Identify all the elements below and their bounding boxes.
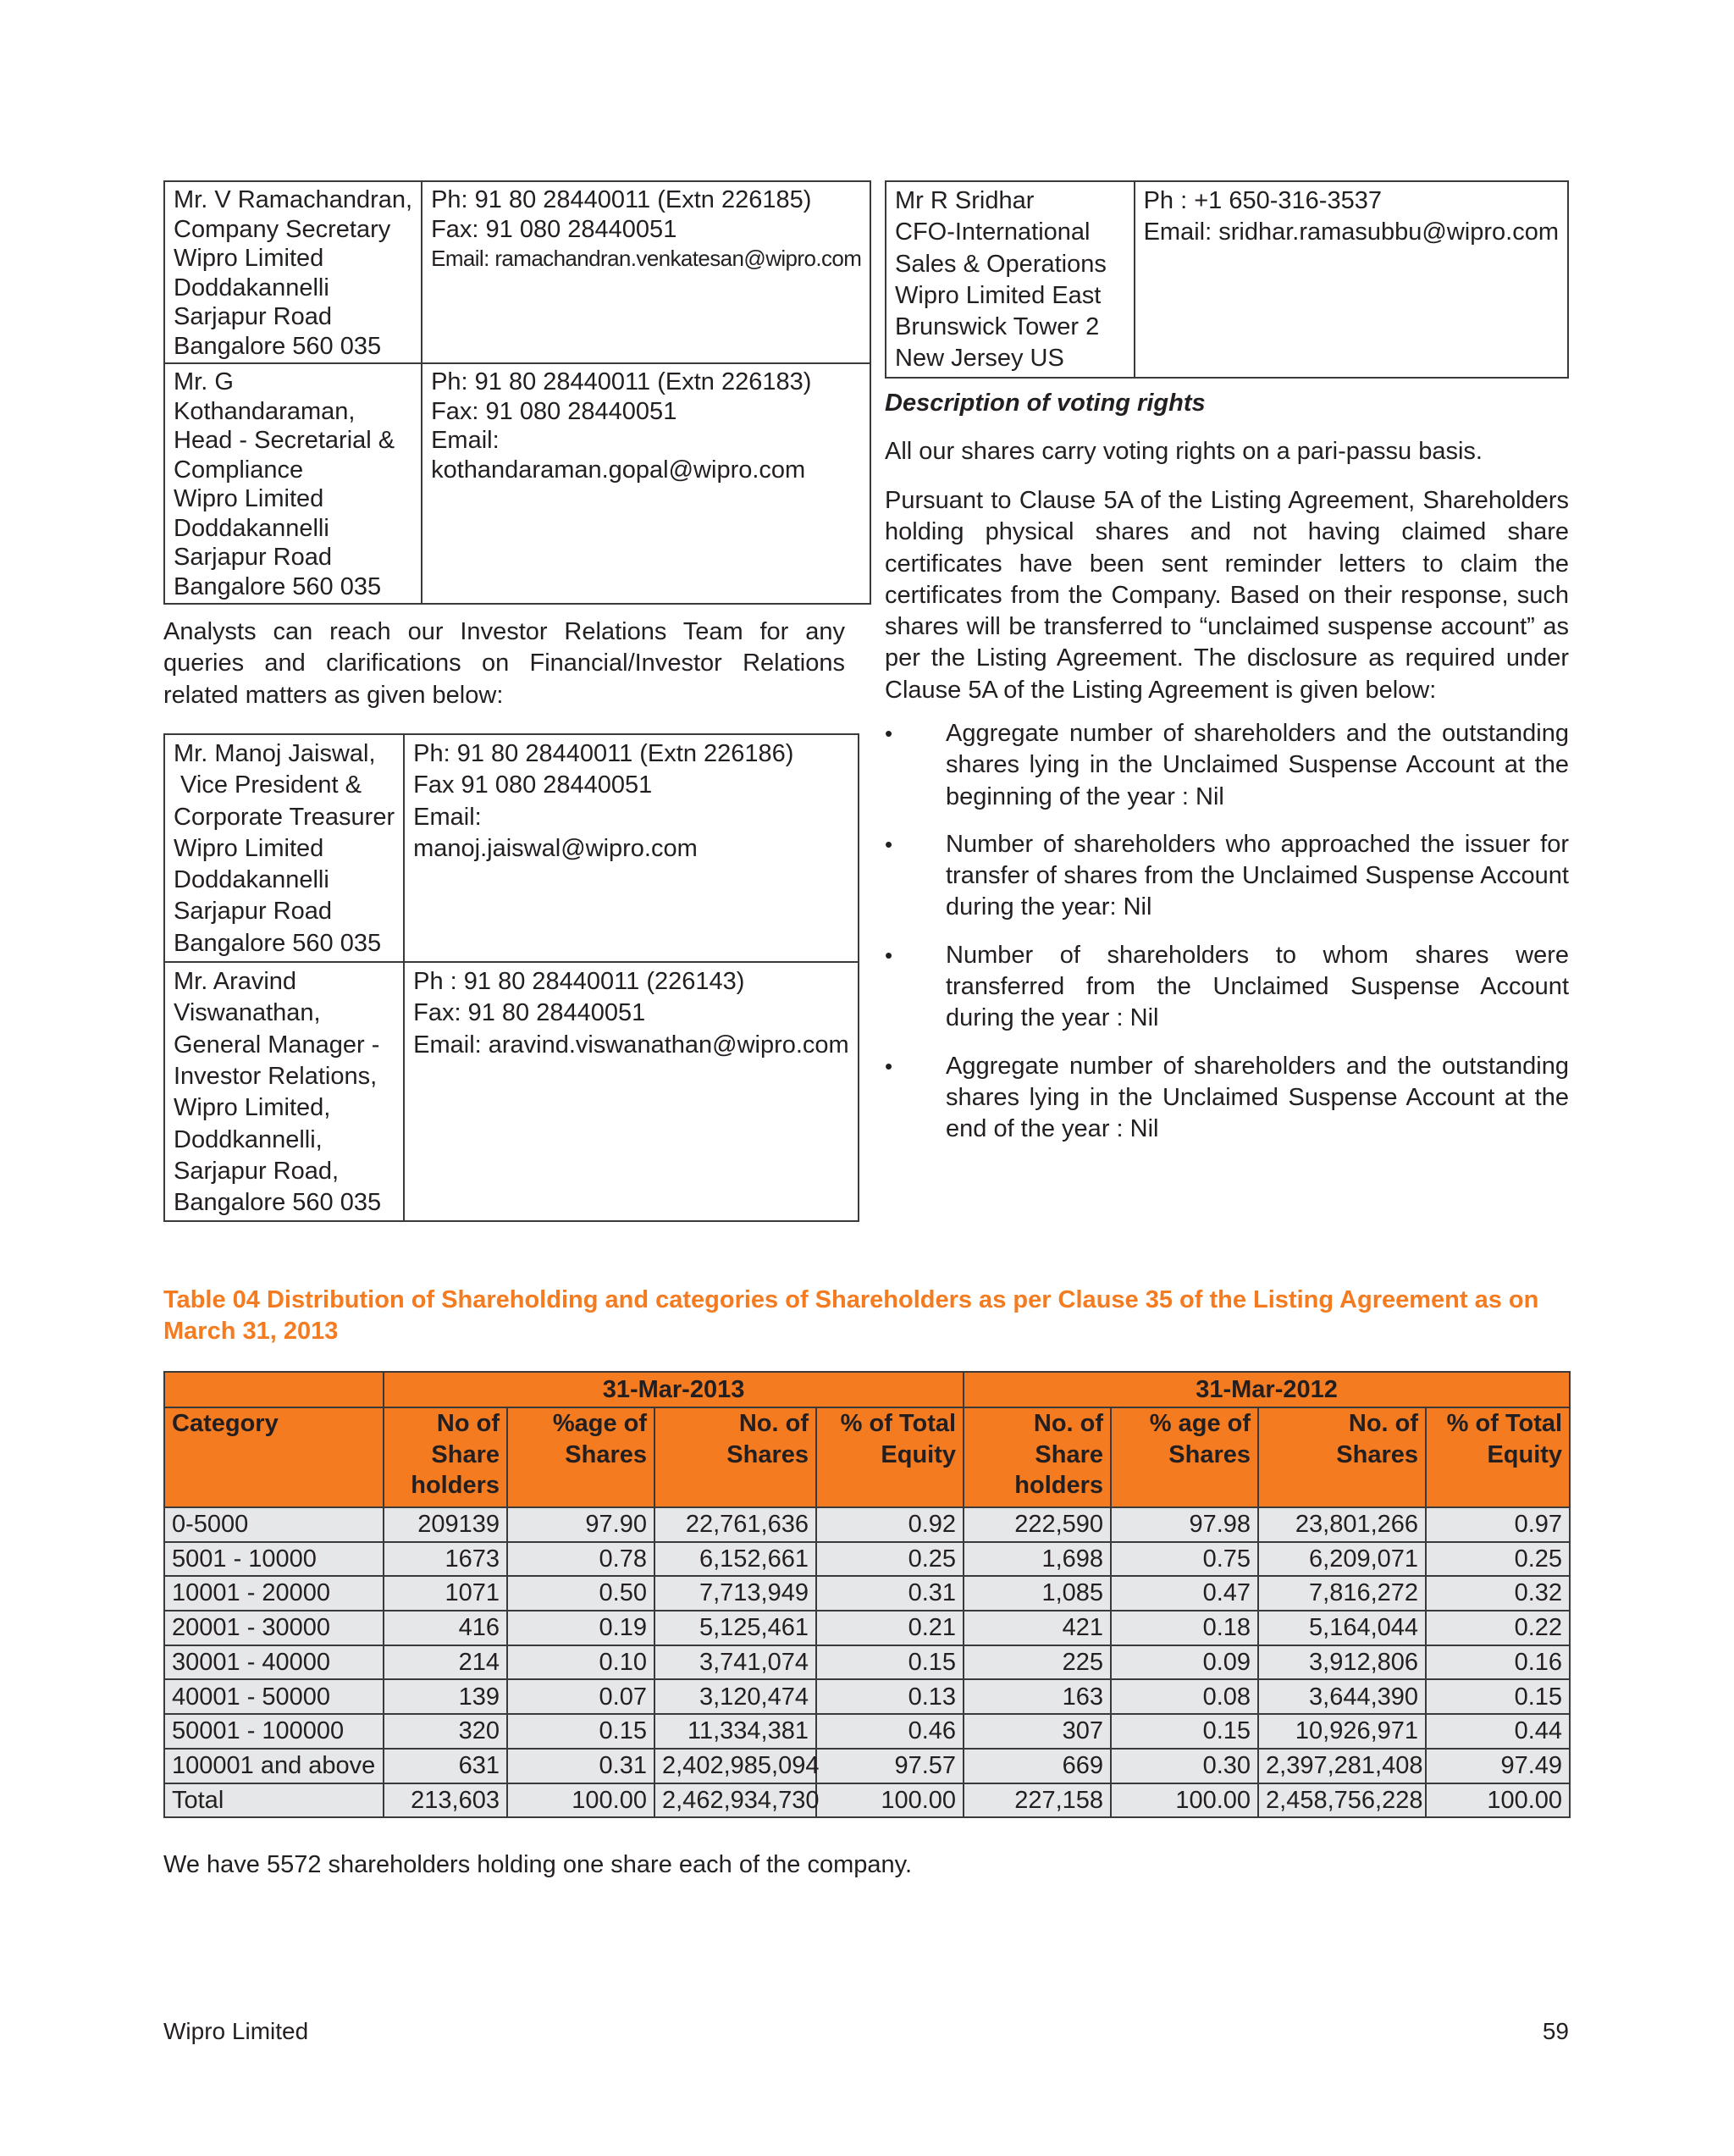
table-cell: 100.00 [1111, 1783, 1258, 1818]
contact-table-cfo-international [885, 180, 1569, 379]
contact-name-line: Wipro Limited, [174, 1094, 331, 1122]
list-item-text: Number of shareholders who approached the issuer for transfer of shares from the Unclaimed Suspense Account during the year: Nil [946, 830, 1569, 921]
table-cell: 0.13 [816, 1679, 964, 1714]
voting-rights-heading: Description of voting rights [885, 390, 1206, 417]
table-cell: 669 [964, 1749, 1111, 1783]
table-cell: 225 [964, 1645, 1111, 1680]
table-cell-category: 10001 - 20000 [164, 1576, 384, 1611]
table-cell: 421 [964, 1611, 1111, 1645]
table-cell: 631 [384, 1749, 507, 1783]
contact-name-line: Viswanathan, [174, 999, 321, 1027]
table-cell: 2,402,985,094 [654, 1749, 816, 1783]
bullet-icon: • [885, 942, 893, 968]
table-cell: 1673 [384, 1542, 507, 1577]
shareholding-distribution-table [163, 1371, 1571, 1818]
contact-name-line: Sarjapur Road [174, 544, 332, 571]
contact-name-line: Brunswick Tower 2 [895, 313, 1100, 341]
table-header-row [164, 1407, 1570, 1507]
table-cell-category: 5001 - 10000 [164, 1542, 384, 1577]
table-cell: 0.15 [507, 1714, 654, 1749]
table-cell: 3,120,474 [654, 1679, 816, 1714]
table-cell: 163 [964, 1679, 1111, 1714]
contact-fax: Fax: 91 080 28440051 [431, 215, 677, 243]
table-header: No of Share holders [384, 1407, 507, 1507]
table-header: % of Total Equity [816, 1407, 964, 1507]
table-cell: 0.32 [1426, 1576, 1570, 1611]
table-cell: 0.47 [1111, 1576, 1258, 1611]
table-cell-category: 50001 - 100000 [164, 1714, 384, 1749]
table-cell: 214 [384, 1645, 507, 1680]
contact-details-cell [1135, 181, 1568, 378]
analysts-paragraph: Analysts can reach our Investor Relations Team for any queries and clarifications on Financial/Investor Relations related matters as given below: [163, 618, 845, 709]
table-cell: 1071 [384, 1576, 507, 1611]
contact-email: Email: sridhar.ramasubbu@wipro.com [1143, 218, 1559, 246]
table-cell-category: 40001 - 50000 [164, 1679, 384, 1714]
table-row [164, 1507, 1570, 1542]
table-cell: 0.10 [507, 1645, 654, 1680]
contact-row [164, 181, 870, 363]
contact-name-line: CFO-International [895, 218, 1091, 246]
contact-name-line: Compliance [174, 456, 304, 484]
table-cell: 0.31 [816, 1576, 964, 1611]
list-item-text: Aggregate number of shareholders and the outstanding shares lying in the Unclaimed Suspense Account at the beginning of the year : Nil [946, 720, 1569, 810]
contact-name-line: Doddkannelli, [174, 1125, 323, 1153]
table-cell: 0.21 [816, 1611, 964, 1645]
contact-phone: Ph: 91 80 28440011 (Extn 226186) [413, 740, 794, 767]
table-row [164, 1542, 1570, 1577]
contact-details-cell [422, 181, 870, 363]
contact-name-line: Corporate Treasurer [174, 803, 395, 831]
table-cell: 97.90 [507, 1507, 654, 1542]
contact-email: Email: ramachandran.venkatesan@wipro.com [431, 246, 862, 271]
contact-name-line: Bangalore 560 035 [174, 929, 382, 957]
table-cell: 6,152,661 [654, 1542, 816, 1577]
table-cell: 1,085 [964, 1576, 1111, 1611]
table-cell: 97.98 [1111, 1507, 1258, 1542]
contact-name-cell [886, 181, 1135, 378]
contact-name-line: Sarjapur Road [174, 303, 332, 330]
table-cell: 23,801,266 [1258, 1507, 1426, 1542]
table-cell: 7,713,949 [654, 1576, 816, 1611]
table-cell-category: 100001 and above [164, 1749, 384, 1783]
bullet-icon: • [885, 1053, 893, 1079]
list-item [885, 718, 1569, 813]
table-cell: 3,644,390 [1258, 1679, 1426, 1714]
table-row [164, 1645, 1570, 1680]
table-header: No. of Shares [654, 1407, 816, 1507]
table-cell: 0.31 [507, 1749, 654, 1783]
contact-email-label: Email: [413, 803, 482, 831]
contact-phone: Ph: 91 80 28440011 (Extn 226185) [431, 186, 812, 213]
table-cell: 2,462,934,730 [654, 1783, 816, 1818]
contact-name-line: Sarjapur Road [174, 898, 332, 926]
list-item-text: Number of shareholders to whom shares were transferred from the Unclaimed Suspense Account during the year : Nil [946, 941, 1569, 1032]
contact-name-line: Doddakannelli [174, 274, 329, 301]
contact-name-line: Wipro Limited East [895, 281, 1102, 309]
table-cell: 1,698 [964, 1542, 1111, 1577]
table-cell: 0.50 [507, 1576, 654, 1611]
table-cell: 0.22 [1426, 1611, 1570, 1645]
table-cell: 3,912,806 [1258, 1645, 1426, 1680]
suspense-account-list [885, 718, 1569, 1162]
contact-table-secretarial [163, 180, 871, 605]
table-cell: 0.78 [507, 1542, 654, 1577]
table-cell: 11,334,381 [654, 1714, 816, 1749]
contact-name-line: Kothandaraman, [174, 397, 356, 425]
bullet-icon: • [885, 721, 893, 746]
table-header: % age of Shares [1111, 1407, 1258, 1507]
table-group-header-row [164, 1372, 1570, 1407]
contact-name-line: Mr. Aravind [174, 968, 297, 996]
table-cell: 0.25 [816, 1542, 964, 1577]
contact-name-line: Bangalore 560 035 [174, 332, 382, 360]
contact-name-cell [164, 363, 422, 604]
table-row [164, 1714, 1570, 1749]
contact-row [164, 363, 870, 604]
contact-fax: Fax 91 080 28440051 [413, 771, 653, 799]
table-cell: 307 [964, 1714, 1111, 1749]
table-cell: 416 [384, 1611, 507, 1645]
contact-email: kothandaraman.gopal@wipro.com [431, 456, 806, 484]
table-cell-category: 20001 - 30000 [164, 1611, 384, 1645]
table-cell: 22,761,636 [654, 1507, 816, 1542]
table-cell: 0.30 [1111, 1749, 1258, 1783]
table-header-blank [164, 1372, 384, 1407]
table-row [164, 1576, 1570, 1611]
table-cell: 227,158 [964, 1783, 1111, 1818]
table-header: %age of Shares [507, 1407, 654, 1507]
table-header: No. of Share holders [964, 1407, 1111, 1507]
table-cell: 0.46 [816, 1714, 964, 1749]
list-item [885, 1051, 1569, 1146]
table-cell: 0.16 [1426, 1645, 1570, 1680]
contact-name-line: Sales & Operations [895, 250, 1107, 278]
table-cell: 100.00 [507, 1783, 654, 1818]
contact-name-line: Head - Secretarial & [174, 427, 395, 454]
contact-name-line: Doddakannelli [174, 514, 329, 542]
table-cell: 0.08 [1111, 1679, 1258, 1714]
contact-row [164, 734, 859, 962]
contact-name-line: Doddakannelli [174, 866, 329, 894]
contact-name-cell [164, 181, 422, 363]
contact-name-line: Investor Relations, [174, 1062, 378, 1090]
contact-name-line: Mr. Manoj Jaiswal, [174, 740, 376, 767]
contact-row [886, 181, 1568, 378]
contact-name-line: Vice President & [174, 771, 362, 799]
table-group-header: 31-Mar-2013 [384, 1372, 964, 1407]
table-cell: 0.09 [1111, 1645, 1258, 1680]
table-cell: 0.97 [1426, 1507, 1570, 1542]
table-cell: 97.49 [1426, 1749, 1570, 1783]
list-item [885, 940, 1569, 1035]
table-cell: 0.15 [1426, 1679, 1570, 1714]
table-header: Category [164, 1407, 384, 1507]
table-cell: 5,164,044 [1258, 1611, 1426, 1645]
table-row [164, 1611, 1570, 1645]
contact-name-line: Bangalore 560 035 [174, 572, 382, 600]
table-cell: 100.00 [816, 1783, 964, 1818]
table-cell: 213,603 [384, 1783, 507, 1818]
table-cell: 0.44 [1426, 1714, 1570, 1749]
contact-details-cell [422, 363, 870, 604]
contact-name-cell [164, 734, 404, 962]
contact-fax: Fax: 91 080 28440051 [431, 397, 677, 425]
table-cell: 97.57 [816, 1749, 964, 1783]
table-cell: 3,741,074 [654, 1645, 816, 1680]
contact-email: Email: aravind.viswanathan@wipro.com [413, 1031, 849, 1059]
contact-name-line: Mr R Sridhar [895, 187, 1035, 214]
table-cell-category: Total [164, 1783, 384, 1818]
table-header: % of Total Equity [1426, 1407, 1570, 1507]
table-cell: 0.18 [1111, 1611, 1258, 1645]
contact-phone: Ph: 91 80 28440011 (Extn 226183) [431, 368, 812, 395]
table-cell: 222,590 [964, 1507, 1111, 1542]
table-total-row [164, 1783, 1570, 1818]
table-cell: 0.75 [1111, 1542, 1258, 1577]
contact-phone: Ph : 91 80 28440011 (226143) [413, 968, 745, 996]
contact-details-cell [404, 962, 859, 1221]
contact-name-line: Wipro Limited [174, 834, 324, 862]
contact-phone: Ph : +1 650-316-3537 [1143, 187, 1382, 214]
table-cell: 2,458,756,228 [1258, 1783, 1426, 1818]
table-cell: 7,816,272 [1258, 1576, 1426, 1611]
footer-company-name: Wipro Limited [163, 2018, 309, 2044]
table-cell: 2,397,281,408 [1258, 1749, 1426, 1783]
table-cell: 0.19 [507, 1611, 654, 1645]
table-cell-category: 30001 - 40000 [164, 1645, 384, 1680]
contact-name-line: Mr. V Ramachandran, [174, 186, 413, 213]
table-cell: 5,125,461 [654, 1611, 816, 1645]
contact-name-line: Bangalore 560 035 [174, 1189, 382, 1217]
page-number: 59 [1542, 2018, 1569, 2044]
table-cell: 139 [384, 1679, 507, 1714]
table-cell: 100.00 [1426, 1783, 1570, 1818]
contact-row [164, 962, 859, 1221]
table-row [164, 1679, 1570, 1714]
table-caption: Table 04 Distribution of Shareholding and categories of Shareholders as per Clause 35 of the Listing Agreement as on March 31, 2013 [163, 1286, 1539, 1345]
table-cell: 320 [384, 1714, 507, 1749]
contact-name-line: Wipro Limited [174, 485, 324, 512]
table-cell: 0.25 [1426, 1542, 1570, 1577]
table-note: We have 5572 shareholders holding one share each of the company. [163, 1851, 913, 1878]
table-cell: 0.07 [507, 1679, 654, 1714]
table-cell: 0.15 [1111, 1714, 1258, 1749]
contact-name-line: Mr. G [174, 368, 234, 395]
bullet-icon: • [885, 831, 893, 857]
table-cell: 0.15 [816, 1645, 964, 1680]
contact-name-line: Wipro Limited [174, 245, 324, 272]
table-cell-category: 0-5000 [164, 1507, 384, 1542]
list-item-text: Aggregate number of shareholders and the outstanding shares lying in the Unclaimed Suspense Account at the end of the year : Nil [946, 1052, 1569, 1143]
contact-email: manoj.jaiswal@wipro.com [413, 834, 698, 862]
table-header: No. of Shares [1258, 1407, 1426, 1507]
list-item [885, 829, 1569, 924]
table-cell: 6,209,071 [1258, 1542, 1426, 1577]
voting-rights-para-1: All our shares carry voting rights on a pari-passu basis. [885, 438, 1483, 465]
table-group-header: 31-Mar-2012 [964, 1372, 1570, 1407]
table-cell: 209139 [384, 1507, 507, 1542]
contact-name-line: Company Secretary [174, 215, 391, 243]
contact-name-line: Sarjapur Road, [174, 1157, 340, 1185]
contact-name-line: New Jersey US [895, 345, 1064, 373]
voting-rights-para-2: Pursuant to Clause 5A of the Listing Agreement, Shareholders holding physical shares and not having claimed share certificates have been sent reminder letters to claim the certificates from the Company. Based on their response, such shares will be transferred to “unclaimed suspense account” as per the Listing Agreement. The disclosure as required under Clause 5A of the Listing Agreement is given below: [885, 487, 1569, 704]
table-row [164, 1749, 1570, 1783]
contact-details-cell [404, 734, 859, 962]
table-cell: 10,926,971 [1258, 1714, 1426, 1749]
contact-table-investor-relations [163, 733, 859, 1222]
contact-email-label: Email: [431, 427, 500, 454]
table-cell: 0.92 [816, 1507, 964, 1542]
contact-name-cell [164, 962, 404, 1221]
contact-fax: Fax: 91 80 28440051 [413, 999, 646, 1027]
contact-name-line: General Manager - [174, 1031, 380, 1059]
